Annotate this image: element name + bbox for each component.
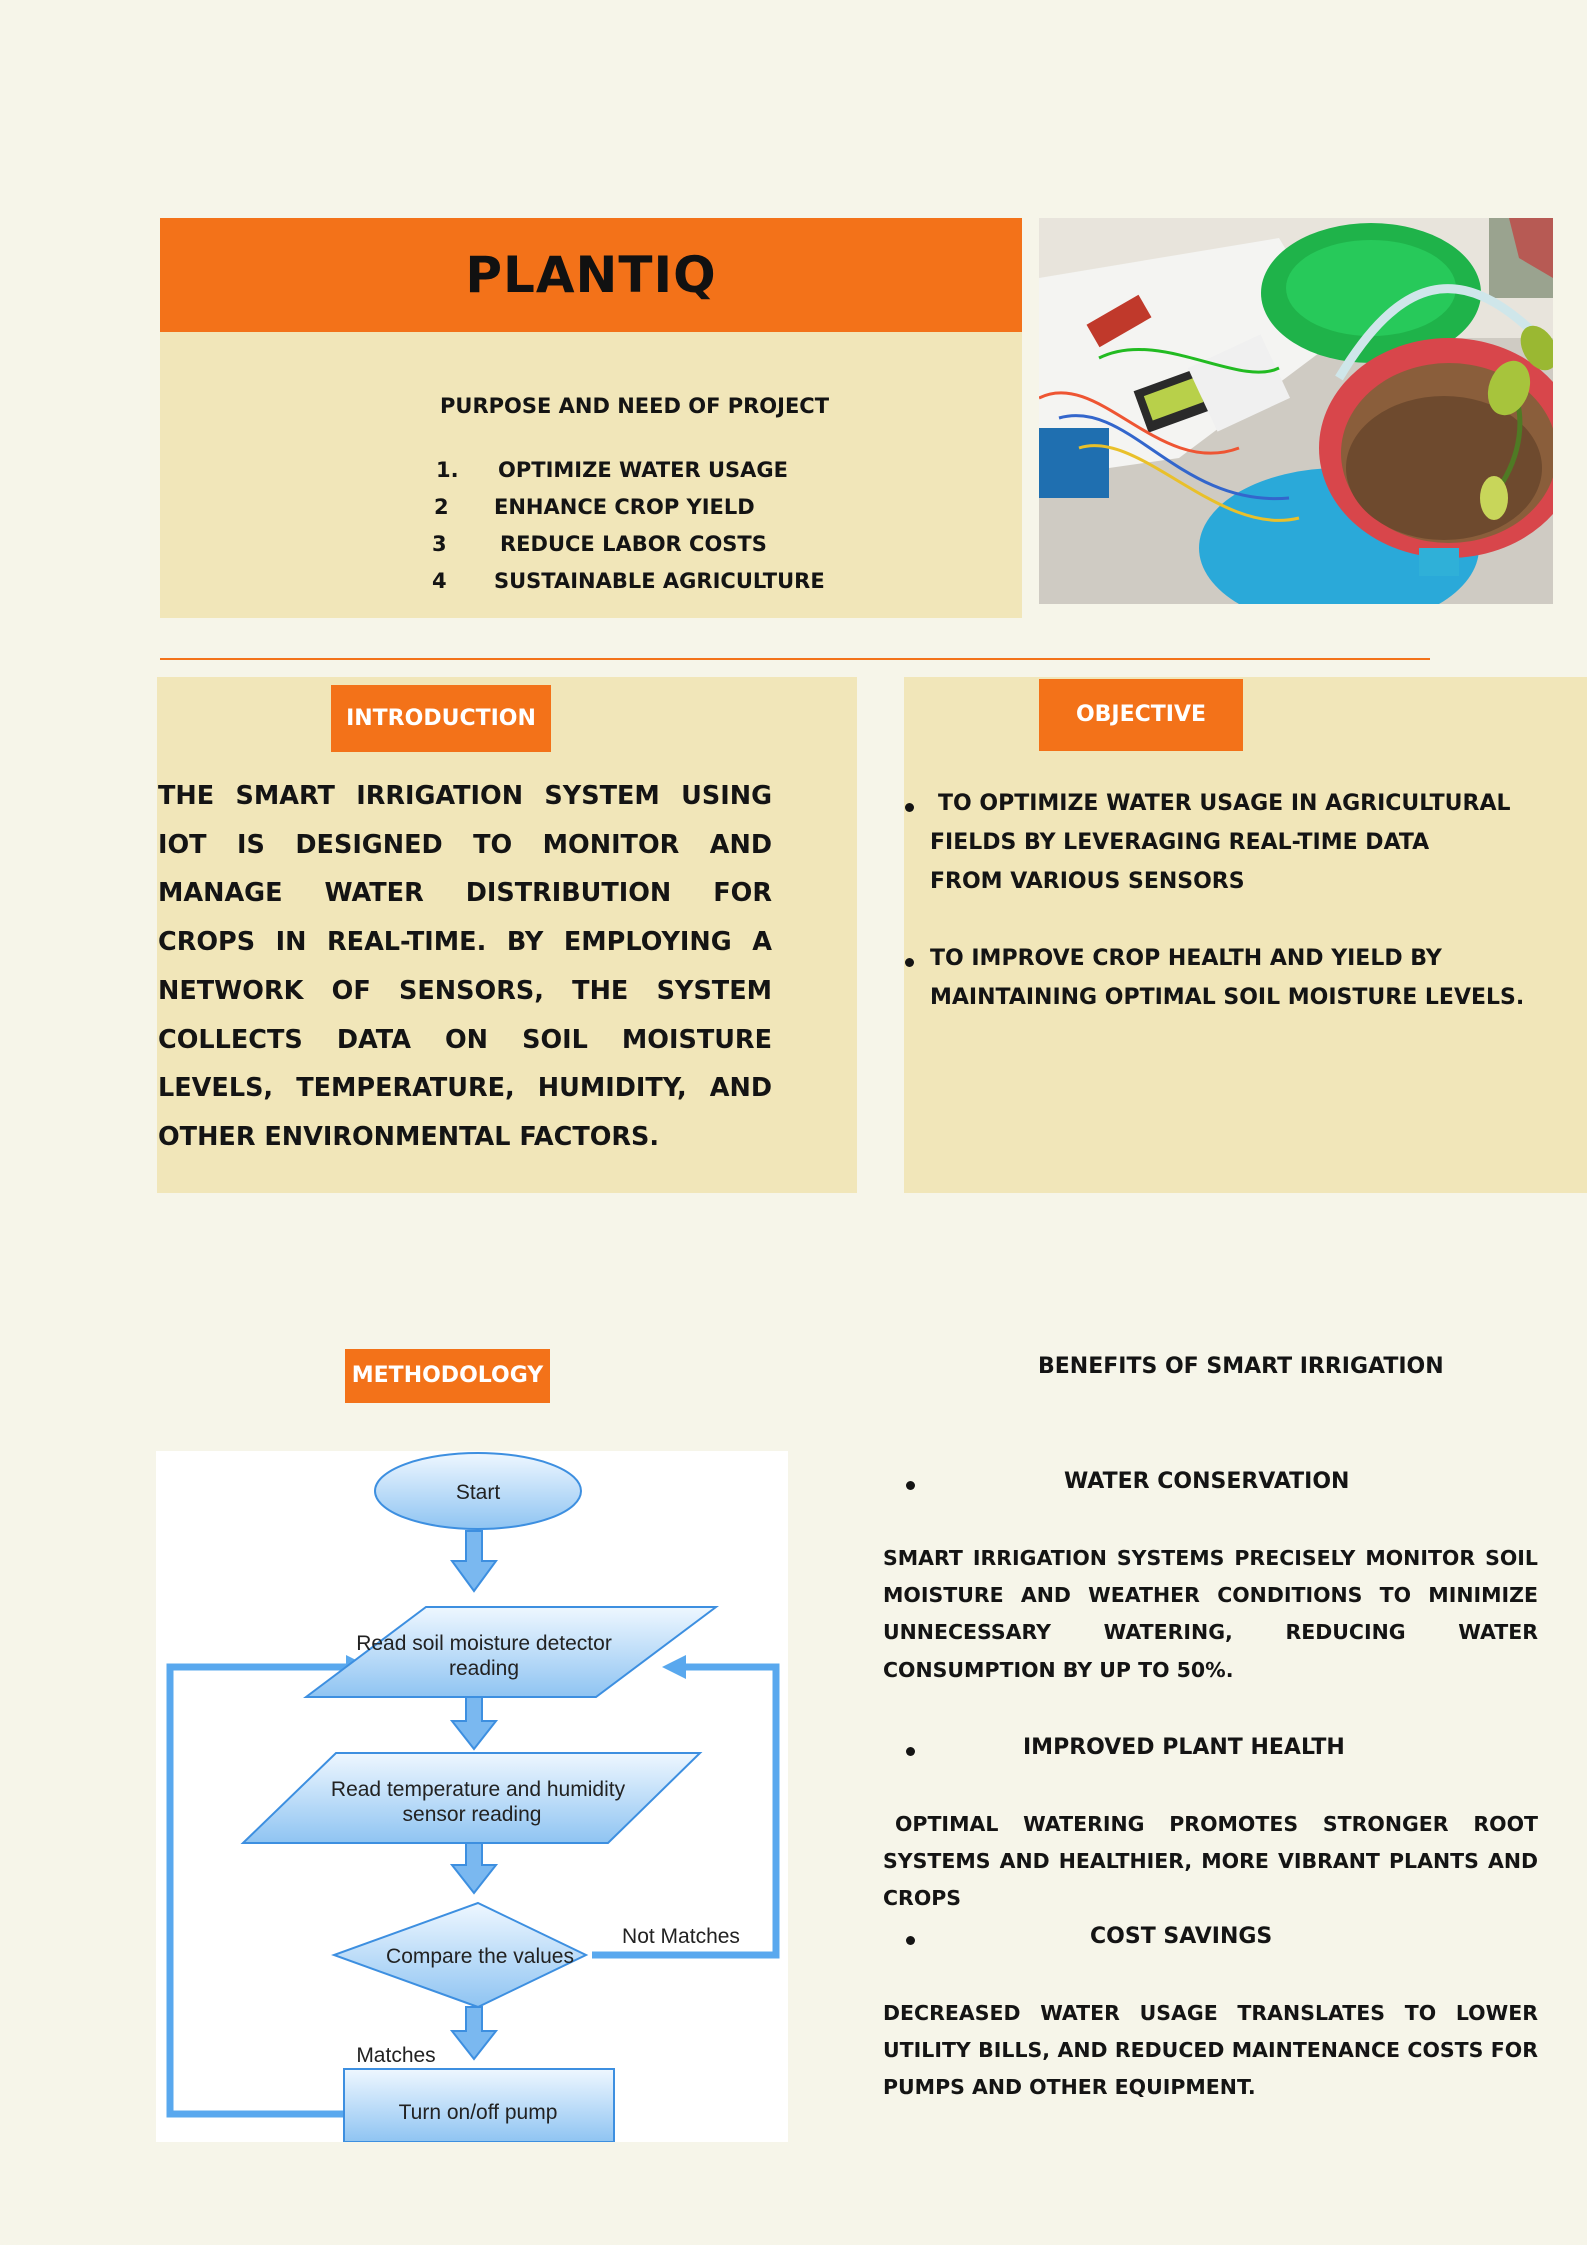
objective-item-line: FIELDS BY LEVERAGING REAL-TIME DATA xyxy=(930,830,1430,855)
purpose-item-text: OPTIMIZE WATER USAGE xyxy=(498,458,788,482)
no-match-label: Not Matches xyxy=(622,1925,740,1948)
project-photo xyxy=(1039,218,1553,604)
benefit-body: SMART IRRIGATION SYSTEMS PRECISELY MONITOR SOIL MOISTURE AND WEATHER CONDITIONS TO MINIMIZE UNNECESSARY WATERING, REDUCING WATER CONSUMPTION BY UP TO 50%. xyxy=(883,1546,1538,1682)
methodology-label: METHODOLOGY xyxy=(345,1349,550,1403)
flow-arrow xyxy=(452,1695,496,1749)
purpose-item-number: 4 xyxy=(432,569,447,593)
introduction-label: INTRODUCTION xyxy=(331,685,551,752)
purpose-item-text: SUSTAINABLE AGRICULTURE xyxy=(494,569,825,593)
purpose-item-number: 1. xyxy=(436,458,459,482)
flow-arrow xyxy=(452,1531,496,1591)
purpose-item-number: 3 xyxy=(432,532,447,556)
objective-item-line: TO OPTIMIZE WATER USAGE IN AGRICULTURAL xyxy=(938,791,1511,816)
bullet-dot xyxy=(905,803,914,812)
bullet-dot xyxy=(905,958,914,967)
step1-line2: reading xyxy=(448,1657,520,1680)
loop-arrow-right xyxy=(662,1655,686,1679)
flow-arrow xyxy=(452,1843,496,1893)
bullet-dot xyxy=(906,1936,915,1945)
start-label: Start xyxy=(455,1481,501,1504)
step2-line1: Read temperature and humidity xyxy=(330,1778,626,1801)
purpose-item-text: ENHANCE CROP YIELD xyxy=(494,495,755,519)
objective-item-line: MAINTAINING OPTIMAL SOIL MOISTURE LEVELS. xyxy=(930,985,1525,1010)
flowchart xyxy=(156,1451,788,2142)
decision-label: Compare the values xyxy=(386,1945,574,1968)
page-title: PLANTIQ xyxy=(465,246,717,304)
step1-line1: Read soil moisture detector xyxy=(356,1632,612,1655)
section-divider xyxy=(160,658,1430,660)
objective-label: OBJECTIVE xyxy=(1039,679,1243,751)
flowchart-diagram xyxy=(156,1451,788,2142)
purpose-heading: PURPOSE AND NEED OF PROJECT xyxy=(440,394,830,418)
benefit-body: DECREASED WATER USAGE TRANSLATES TO LOWER UTILITY BILLS, AND REDUCED MAINTENANCE COSTS FOR PUMPS AND OTHER EQUIPMENT. xyxy=(883,2001,1538,2100)
purpose-item-text: REDUCE LABOR COSTS xyxy=(500,532,767,556)
benefit-body: OPTIMAL WATERING PROMOTES STRONGER ROOT SYSTEMS AND HEALTHIER, MORE VIBRANT PLANTS AND CROPS xyxy=(883,1812,1538,1911)
objective-item-line: FROM VARIOUS SENSORS xyxy=(930,869,1245,894)
bullet-dot xyxy=(906,1481,915,1490)
step2-line2: sensor reading xyxy=(402,1803,542,1826)
benefit-heading: COST SAVINGS xyxy=(1090,1924,1273,1949)
purpose-item-number: 2 xyxy=(434,495,449,519)
benefit-heading: IMPROVED PLANT HEALTH xyxy=(1023,1735,1345,1760)
bullet-dot xyxy=(906,1747,915,1756)
objective-panel xyxy=(904,677,1587,1193)
flow-arrow xyxy=(452,2007,496,2059)
loop-connector-left xyxy=(170,1667,346,2114)
action-label: Turn on/off pump xyxy=(398,2101,558,2124)
benefits-title: BENEFITS OF SMART IRRIGATION xyxy=(1038,1354,1444,1379)
introduction-text: THE SMART IRRIGATION SYSTEM USING IOT IS DESIGNED TO MONITOR AND MANAGE WATER DISTRIBUTION FOR CROPS IN REAL-TIME. BY EMPLOYING A NETWORK OF SENSORS, THE SYSTEM COLLECTS DATA ON SOIL MOISTURE LEVELS, TEMPERATURE, HUMIDITY, AND OTHER ENVIRONMENTAL FACTORS. xyxy=(158,781,772,1152)
match-label: Matches xyxy=(356,2044,436,2067)
benefit-heading: WATER CONSERVATION xyxy=(1064,1469,1350,1494)
project-photo-icon xyxy=(1039,218,1553,604)
objective-item-line: TO IMPROVE CROP HEALTH AND YIELD BY xyxy=(930,946,1442,971)
